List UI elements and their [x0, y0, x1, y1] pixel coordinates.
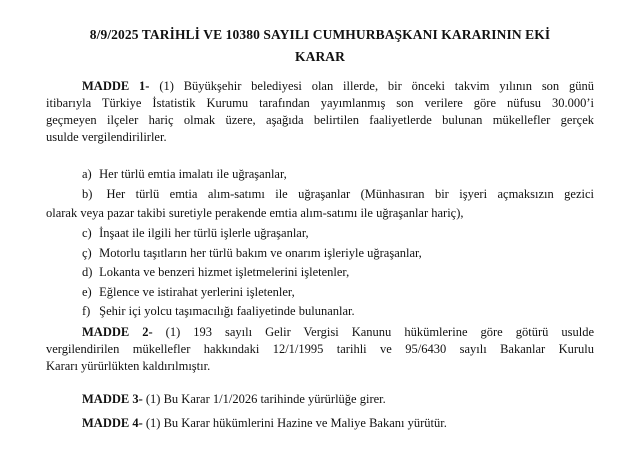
article-1 — [46, 78, 594, 146]
article-2-label: MADDE 2- — [82, 325, 153, 339]
list-item-a: a) Her türlü emtia imalatı ile uğraşanlar, — [82, 167, 287, 181]
article-1-line-1: MADDE 1- (1) Büyükşehir belediyesi olan illerde, bir önceki takvim yılının son günü — [82, 79, 595, 93]
article-4-text: (1) Bu Karar hükümlerini Hazine ve Maliye Bakanı yürütür. — [145, 416, 447, 430]
article-3 — [46, 391, 594, 408]
article-2-line-1: MADDE 2- (1) 193 sayılı Gelir Vergisi Kanunu hükümlerine göre götürü usulde — [82, 325, 594, 339]
article-1-label: MADDE 1- — [82, 79, 150, 93]
document-title: 8/9/2025 TARİHLİ VE 10380 SAYILI CUMHURBAŞKANI KARARININ EKİ — [89, 27, 551, 42]
article-2-line-2: vergilendirilen mükellefler hakkındaki 12/1/1995 tarihli ve 95/6430 sayılı Bakanlar Kurulu — [46, 342, 594, 356]
article-4-label: MADDE 4- — [82, 416, 143, 430]
article-1-list — [82, 166, 594, 205]
list-item-b-continuation: olarak veya pazar takibi suretiyle perakende emtia alım-satımı ile uğraşanlar hariç), — [46, 206, 464, 220]
article-3-text: (1) Bu Karar 1/1/2026 tarihinde yürürlüğe girer. — [145, 392, 386, 406]
article-1-line-3: geçmeyen ilçeler hariç olmak üzere, aşağıda belirtilen faaliyetlerde bulunan mükellefler gerçek — [46, 113, 594, 127]
article-2 — [46, 324, 594, 375]
article-2-line-3: Kararı yürürlükten kaldırılmıştır. — [46, 359, 211, 373]
article-3-label: MADDE 3- — [82, 392, 143, 406]
list-item-cc: ç) Motorlu taşıtların her türlü bakım ve onarım işleriyle uğraşanlar, — [82, 245, 422, 260]
list-item-d: d) Lokanta ve benzeri hizmet işletmelerini işletenler, — [82, 265, 350, 279]
list-item-e: e) Eğlence ve istirahat yerlerini işletenler, — [82, 284, 295, 299]
article-1-line-2: itibarıyla Türkiye İstatistik Kurumu tarafından yayımlanmış son verilere göre nüfusu 30.000’i — [46, 96, 594, 110]
article-4 — [46, 415, 594, 432]
list-item-f: f) Şehir içi yolcu taşımacılığı faaliyetinde bulunanlar. — [82, 304, 355, 318]
document-subtitle: KARAR — [295, 49, 345, 64]
list-item-b: b) Her türlü emtia alım-satımı ile uğraşanlar (Münhasıran bir işyeri açmaksızın gezici — [82, 186, 594, 201]
article-1-list-rest — [82, 225, 594, 323]
article-1-line-4: usulde vergilendirilirler. — [46, 130, 167, 144]
list-item-c: c) İnşaat ile ilgili her türlü işlerle uğraşanlar, — [82, 226, 309, 240]
